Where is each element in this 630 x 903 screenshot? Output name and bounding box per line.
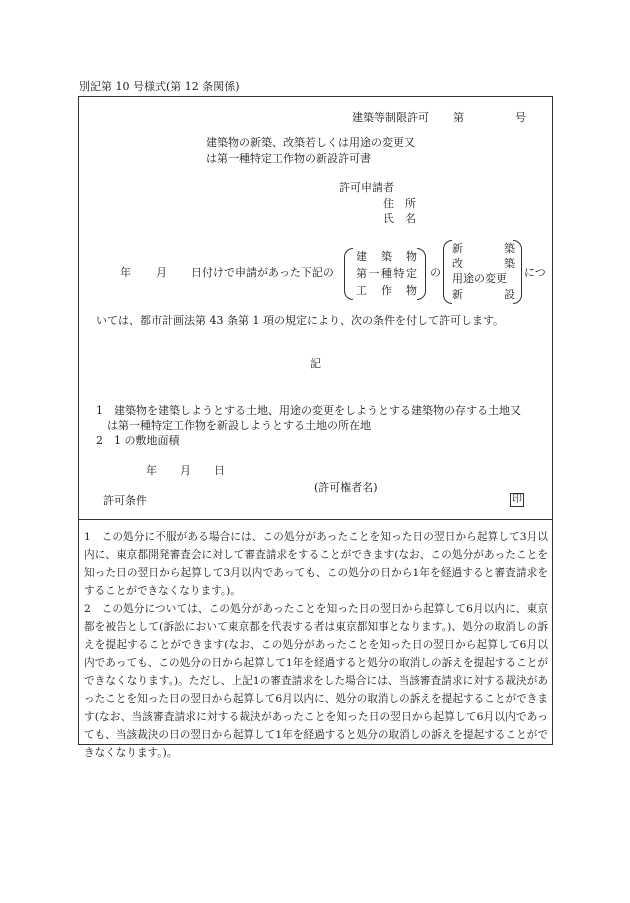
action-new-install: 新 設 (452, 288, 515, 301)
note-1: 1 この処分に不服がある場合には、この処分があったことを知った日の翌日から起算して3月以内に、東京都開発審査会に対して審査請求をすることができます(なお、この処分があったことを知った日の翌日から起算して3月以内であっても、この処分の日から1年を経過すると審査請求をすることができなくなります。)。 (84, 531, 548, 597)
note-2: 2 この処分については、この処分があったことを知った日の翌日から起算して6月以内に、東京都を被告として(訴訟において東京都を代表する者は東京都知事となります。)、処分の取消しの訴えを提起することができます(なお、この処分があったことを知った日の翌日から起算して6月以内であっても、この処分の日から起算して1年を経過すると処分の取消しの訴えを提起することができなくなります。)。ただし、上記1の審査請求をした場合には、当該審査請求に対する裁決があったことを知った日の翌日から起算して6月以内に、処分の取消しの訴えを提起することができます(なお、当該審査請求に対する裁決があったことを知った日の翌日から起算して6月以内であっても、当該裁決の日の翌日から起算して1年を経過すると処分の取消しの訴えを提起することができなくなります。)。 (84, 603, 548, 759)
permit-number-dai: 第 (453, 111, 464, 124)
item-2: 2 1 の敷地面積 (96, 434, 180, 447)
object-bracket-left (344, 248, 353, 300)
permit-number-label: 建築等制限許可 (352, 111, 429, 124)
ki-heading: 記 (310, 357, 321, 370)
application-text: 日付けで申請があった下記の (191, 266, 334, 279)
applicant-name-label: 氏 名 (383, 212, 416, 225)
application-year: 年 (120, 266, 131, 279)
date-day: 日 (214, 464, 225, 477)
object-building: 建 築 物 (356, 250, 417, 263)
date-month: 月 (180, 464, 191, 477)
action-rebuild: 改 築 (452, 257, 515, 270)
action-new-build: 新 築 (452, 242, 515, 255)
action-bracket-right (513, 240, 522, 304)
permit-conditions-label: 許可条件 (103, 494, 147, 507)
applicant-heading: 許可申請者 (339, 181, 394, 194)
applicant-address-label: 住 所 (383, 197, 416, 210)
title-line-1: 建築物の新築、改築若しくは用途の変更又 (206, 136, 415, 149)
item-1-line-2: は第一種特定工作物を新設しようとする土地の所在地 (107, 419, 371, 432)
object-bracket-right (417, 248, 426, 300)
action-change-use: 用途の変更 (452, 272, 507, 285)
authority-name: (許可権者名) (314, 481, 378, 494)
title-line-2: は第一種特定工作物の新設許可書 (206, 152, 371, 165)
object-structure: 工 作 物 (356, 284, 417, 297)
permission-sentence: いては、都市計画法第 43 条第 1 項の規定により、次の条件を付して許可します。 (96, 314, 505, 327)
date-year: 年 (146, 464, 157, 477)
seal-mark: 印 (512, 494, 522, 505)
particle-no: の (430, 266, 441, 279)
item-1-line-1: 1 建築物を建築しようとする土地、用途の変更をしようとする建築物の存する土地又 (96, 404, 521, 417)
object-first-class-special: 第 一 種 特 定 (356, 267, 417, 280)
application-month: 月 (156, 266, 167, 279)
form-label: 別記第 10 号様式(第 12 条関係) (79, 80, 240, 93)
action-bracket-left (443, 240, 452, 304)
particle-ni: につ (524, 266, 546, 279)
permit-number-go: 号 (515, 111, 526, 124)
